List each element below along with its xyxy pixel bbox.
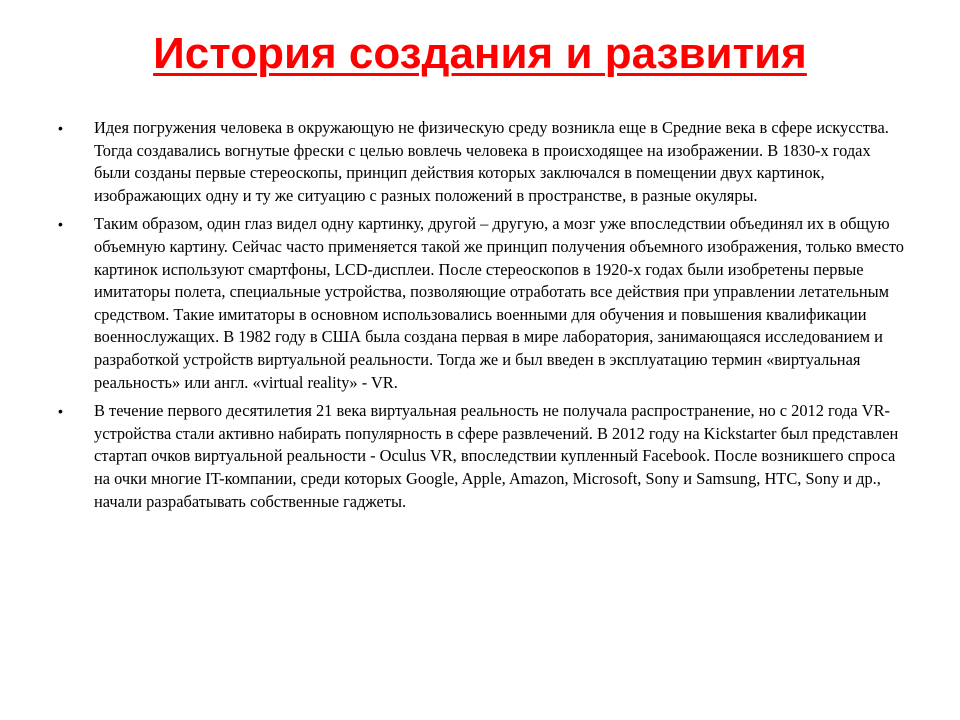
bullet-item — [58, 400, 908, 513]
slide-title — [0, 22, 960, 86]
bullet-dot-icon: • — [58, 120, 63, 136]
bullet-list — [58, 117, 908, 519]
slide-title-text: История создания и развития — [153, 29, 807, 78]
bullet-item — [58, 117, 908, 207]
bullet-dot-icon: • — [58, 216, 63, 233]
bullet-text: Таким образом, один глаз видел одну картинку, другой – другую, а мозг уже впоследствии объединял их в общую объемную картину. Сейчас часто применяется такой же принцип получения объемного изображения, только вместо картинок используют смартфоны, LCD-дисплеи. После стереоскопов в 1920-х годах были изобретены первые имитаторы полета, специальные устройства, позволяющие отработать все действия при управлении летательным средством. Такие имитаторы в основном использовались военными для обучения и повышения квалификации военнослужащих. В 1982 году в США была создана первая в мире лаборатория, занимающаяся исследованием и разработкой устройств виртуальной реальности. Тогда же и был введен в эксплуатацию термин «виртуальная реальность» или англ. «virtual reality» - VR. — [94, 214, 904, 392]
bullet-text: В течение первого десятилетия 21 века виртуальная реальность не получала распространение, но с 2012 года VR-устройства стали активно набирать популярность в сфере развлечений. В 2012 году на Kickstarter был представлен стартап очков виртуальной реальности - Oculus VR, впоследствии купленный Facebook. После возникшего спроса на очки многие IT-компании, среди которых Google, Apple, Amazon, Microsoft, Sony и Samsung, HTC, Sony и др., начали разрабатывать собственные гаджеты. — [94, 401, 899, 511]
bullet-text: Идея погружения человека в окружающую не физическую среду возникла еще в Средние века в сфере искусства. Тогда создавались вогнутые фрески с целью вовлечь человека в происходящее на изображении. В 1830-х годах были созданы первые стереоскопы, принцип действия которых заключался в помещении двух картинок, изображающих одну и ту же ситуацию с разных положений в пространстве, в разные окуляры. — [94, 118, 889, 205]
bullet-dot-icon: • — [58, 403, 63, 420]
bullet-item — [58, 213, 908, 394]
